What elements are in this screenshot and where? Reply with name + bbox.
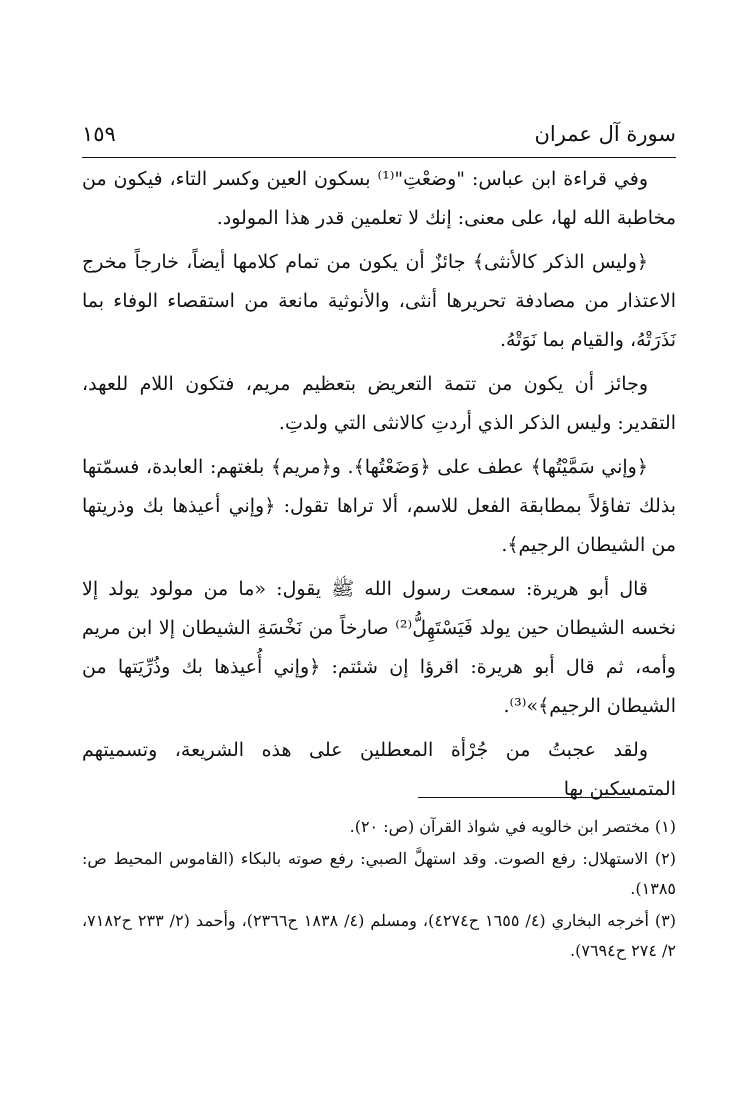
footnote-3: (٣) أخرجه البخاري (٤/ ١٦٥٥ ح٤٢٧٤)، ومسلم (٤/ ١٨٣٨ ح٢٣٦٦)، وأحمد (٢/ ٢٣٣ ح٧١٨٢، ٢/ ٢٧٤ ح٧٦٩٤). [82,911,677,960]
footnote-2: (٢) الاستهلال: رفع الصوت. وقد استهلَّ الصبي: رفع صوته بالبكاء (القاموس المحيط ص: ١٣٨٥). [82,849,676,898]
footnotes [82,812,676,968]
paragraph-naming-maryam: ﴿وإني سَمَّيْتُها﴾ عطف على ﴿وَضَعْتُها﴾. و﴿مريم﴾ بلغتهم: العابدة، فسمّتها بذلك تفاؤلاً بمطابقة الفعل للاسم، ألا تراها تقول: ﴿وإني أعيذها بك وذريتها من الشيطان الرجيم﴾. [82,456,676,556]
footnote-separator [418,797,630,798]
paragraph-male-not-like-female: ﴿وليس الذكر كالأنثى﴾ جائزٌ أن يكون من تمام كلامها أيضاً، خارجاً مخرج الاعتذار من مصادفة تحريرها أنثى، والأنوثية مانعة من استقصاء الوفاء بما نَذَرَتْهُ، والقيام بما نَوَتْهُ. [82,251,676,351]
paragraph-final: ولقد عجبتُ من جُرْأة المعطلين على هذه الشريعة، وتسميتهم المتمسكين بها [82,739,676,800]
footnote-1: (١) مختصر ابن خالويه في شواذ القرآن (ص: ٢٠). [349,817,676,836]
paragraph-abu-hurayra-hadith: قال أبو هريرة: سمعت رسول الله ﷺ يقول: «ما من مولود يولد إلا نخسه الشيطان حين يولد فَيَسْتَهِلُّ⁽²⁾ صارخاً من نَخْسَةِ الشيطان إلا ابن مريم وأمه، ثم قال أبو هريرة: اقرؤا إن شئتم: ﴿وإني أُعيذها بك وذُرِّيَتها من الشيطان الرجيم﴾»⁽³⁾. [82,578,676,717]
main-text [82,160,676,814]
paragraph-ibn-abbas-reading: وفي قراءة ابن عباس: "وضعْتِ"⁽¹⁾ بسكون العين وكسر التاء، فيكون من مخاطبة الله لها، على معنى: إنك لا تعلمين قدر هذا المولود. [82,168,676,229]
surah-title: سورة آل عمران [534,122,676,146]
header-rule [82,157,676,158]
paragraph-maryam-honor: وجائز أن يكون من تتمة التعريض بتعظيم مريم، فتكون اللام للعهد، التقدير: وليس الذكر الذي أردتِ كالانثى التي ولدتِ. [82,373,676,434]
running-header [82,118,676,156]
page-number: ١٥٩ [82,122,116,146]
